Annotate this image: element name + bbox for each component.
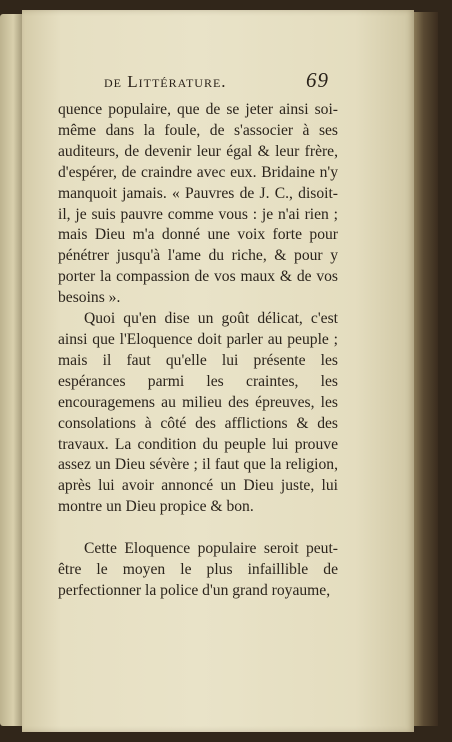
running-title: de Littérature.: [104, 72, 227, 91]
paragraph-3: Cette Eloquence populaire seroit peut-être le moyen le plus infaillible de perfectionner la police d'un grand royaume,: [58, 540, 338, 599]
paragraph-1: quence populaire, que de se jeter ainsi soi-même dans la foule, de s'associer à ses auditeurs, de devenir leur égal & leur frère, d'espérer, de craindre avec eux. Bridaine n'y manquoit jamais. « Pauvres de J. C., disoit-il, je suis pauvre comme vous : je n'ai rien ; mais Dieu m'a donné une voix forte pour pénétrer jusqu'à l'ame du riche, & pour y porter la compassion de vos maux & de vos besoins ».: [58, 101, 338, 307]
previous-page-edge: [0, 14, 22, 726]
paragraph-gap: [58, 518, 338, 539]
book-cover-edge: [414, 12, 438, 726]
paragraph-2: Quoi qu'en dise un goût délicat, c'est ainsi que l'Eloquence doit parler au peuple ; mais il faut qu'elle lui présente les espérances parmi les craintes, les encouragemens au milieu des épreuves, les consolations à côté des afflictions & des travaux. La condition du peuple lui prouve assez un Dieu sévère ; il faut que la religion, après lui avoir annoncé un Dieu juste, lui montre un Dieu propice & bon.: [58, 310, 338, 516]
running-header: [104, 68, 344, 100]
page-text: [58, 100, 338, 602]
page-number: 69: [306, 68, 329, 92]
